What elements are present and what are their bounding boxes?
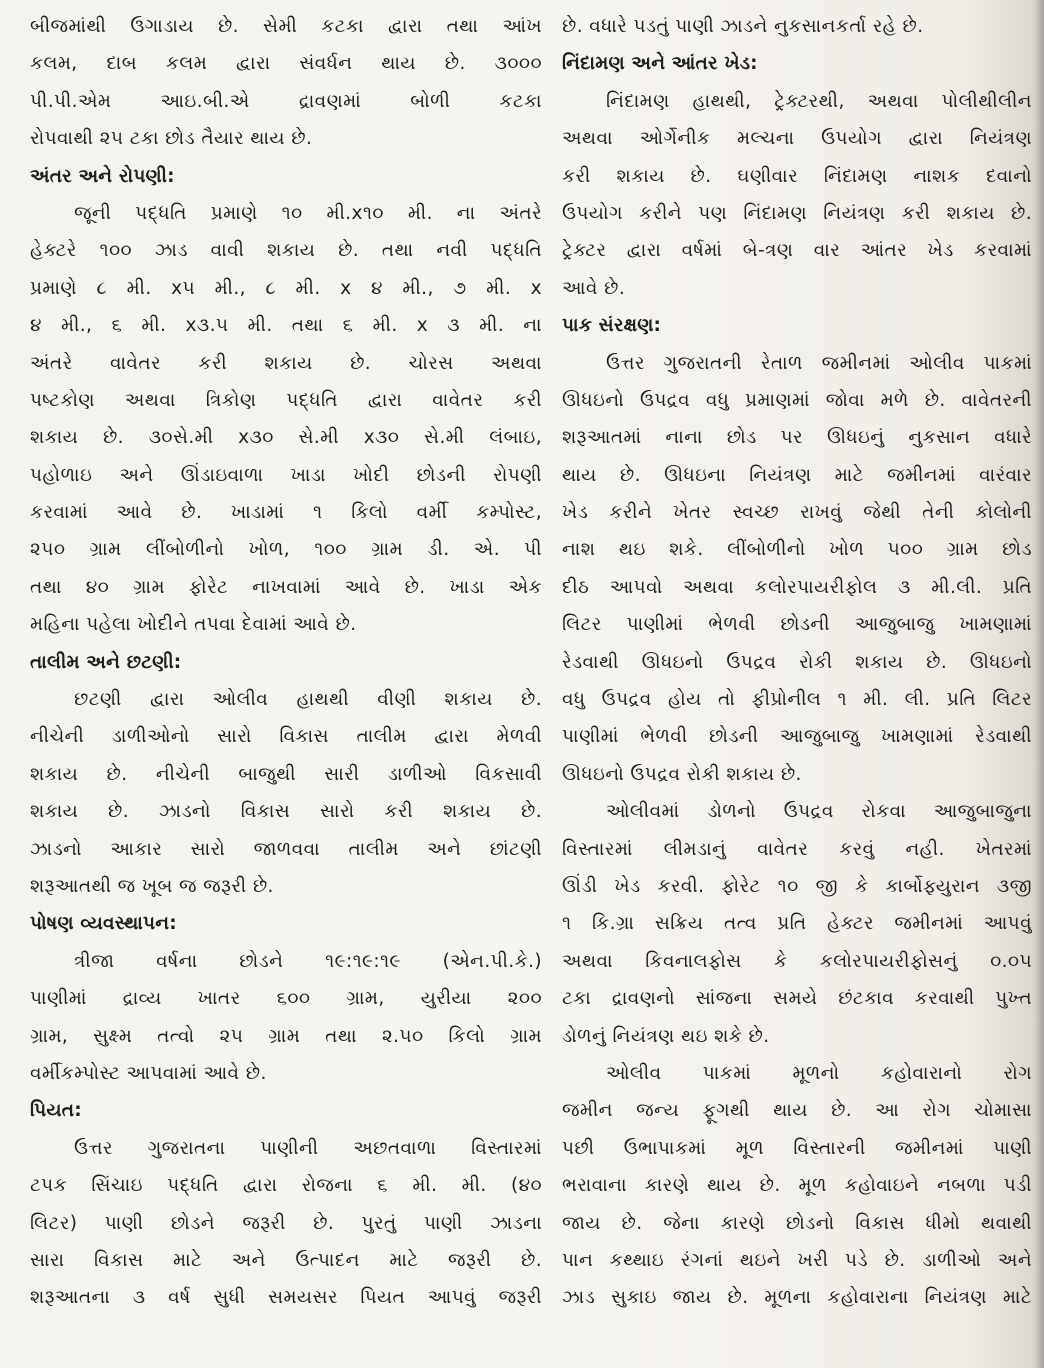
paragraph-line: શકાય છે. નીચેની બાજુથી સારી ડાળીઓ વિકસાવી xyxy=(30,763,542,785)
paragraph-line: પ્રમાણે ૮ મી. x૫ મી., ૮ મી. x ૪ મી., ૭ મી. x xyxy=(30,277,542,299)
paragraph-line: અથવા કિવનાલફોસ કે કલોરપાયરીફોસનું ૦.૦૫ xyxy=(562,950,1032,972)
paragraph-line: સારા વિકાસ માટે અને ઉત્પાદન માટે જરૂરી છે. xyxy=(30,1249,542,1271)
paragraph-line: ૪ મી., ૬ મી. x૩.૫ મી. તથા ૬ મી. x ૩ મી. ના xyxy=(30,315,542,337)
paragraph-line: શરૂઆતમાં નાના છોડ પર ઊધઇનું નુકસાન વધારે xyxy=(562,427,1032,449)
paragraph-line: વર્મીકમ્પોસ્ટ આપવામાં આવે છે. xyxy=(30,1062,267,1084)
paragraph-line: ૧ કિ.ગ્રા સક્રિય તત્વ પ્રતિ હેક્ટર જમીનમાં આપવું xyxy=(562,913,1032,935)
paragraph-line: પી.પી.એમ આઇ.બી.એ દ્રાવણમાં બોળી કટકા xyxy=(30,90,542,112)
paragraph-line: રોપવાથી ૨૫ ટકા છોડ તૈયાર થાય છે. xyxy=(30,128,313,150)
paragraph-line: કરી શકાય છે. ઘણીવાર નિંદામણ નાશક દવાનો xyxy=(562,165,1032,187)
section-heading: નિંદામણ અને આંતર ખેડ: xyxy=(562,53,758,75)
paragraph-line: નાશ થઇ શકે. લીંબોળીનો ખોળ ૫૦૦ ગ્રામ છોડ xyxy=(562,539,1032,561)
paragraph-line: શકાય છે. ૩૦સે.મી x૩૦ સે.મી x૩૦ સે.મી લંબાઇ, xyxy=(30,427,542,449)
paragraph-line: ત્રીજા વર્ષના છોડને ૧૯:૧૯:૧૯ (એન.પી.કે.) xyxy=(74,950,542,972)
paragraph-line: છટણી દ્વારા ઓલીવ હાથથી વીણી શકાય છે. xyxy=(74,689,542,711)
paragraph-line: ઉત્તર ગુજરાતની રેતાળ જમીનમાં ઓલીવ પાકમાં xyxy=(606,352,1032,374)
paragraph-line: ઉત્તર ગુજરાતના પાણીની અછતવાળા વિસ્તારમાં xyxy=(74,1137,542,1159)
section-heading: પાક સંરક્ષણ: xyxy=(562,315,662,337)
paragraph-line: ઉપયોગ કરીને પણ નિંદામણ નિયંત્રણ કરી શકાય છે. xyxy=(562,202,1032,224)
paragraph-line: લિટર) પાણી છોડને જરૂરી છે. પુરતું પાણી ઝાડના xyxy=(30,1212,542,1234)
paragraph-line: બીજમાંથી ઉગાડાય છે. સેમી કટકા દ્વારા તથા આંખ xyxy=(30,16,542,37)
paragraph-line: અથવા ઓર્ગેનીક મલ્ચના ઉપયોગ દ્વારા નિયંત્રણ xyxy=(562,128,1032,150)
section-heading: પિયત: xyxy=(30,1100,82,1122)
left-text-column xyxy=(30,8,542,1364)
paragraph-line: જૂની પદ્ધતિ પ્રમાણે ૧૦ મી.x૧૦ મી. ના અંતરે xyxy=(74,202,542,224)
paragraph-line: ટકા દ્રાવણનો સાંજના સમયે છંટકાવ કરવાથી પુખ્ત xyxy=(562,988,1032,1010)
paragraph-line: પાણીમાં દ્રાવ્ય ખાતર ૬૦૦ ગ્રામ, યુરીયા ૨૦૦ xyxy=(30,988,542,1010)
paragraph-line: નીચેની ડાળીઓનો સારો વિકાસ તાલીમ દ્વારા મેળવી xyxy=(30,726,542,748)
paragraph-line: રેડવાથી ઊધઇનો ઉપદ્રવ રોકી શકાય છે. ઊધઇનો xyxy=(562,651,1032,673)
paragraph-line: વધુ ઉપદ્રવ હોય તો ફીપ્રોનીલ ૧ મી. લી. પ્રતિ લિટર xyxy=(562,689,1032,711)
paragraph-line: કરવામાં આવે છે. ખાડામાં ૧ કિલો વર્મી કમ્પોસ્ટ, xyxy=(30,502,542,524)
paragraph-line: ઊધઇનો ઉપદ્રવ વધુ પ્રમાણમાં જોવા મળે છે. વાવેતરની xyxy=(562,389,1032,411)
paragraph-line: થાય છે. ઊધઇના નિયંત્રણ માટે જમીનમાં વારંવાર xyxy=(562,464,1032,486)
paragraph-line: નિંદામણ હાથથી, ટ્રેક્ટરથી, અથવા પોલીથીલીન xyxy=(606,90,1032,112)
paragraph-line: પાણીમાં ભેળવી છોડની આજુબાજુ ખામણામાં રેડવાથી xyxy=(562,726,1032,748)
paragraph-line: મહિના પહેલા ખોદીને તપવા દેવામાં આવે છે. xyxy=(30,614,357,636)
page-binding-shadow xyxy=(1034,0,1044,1368)
paragraph-line: શરૂઆતના ૩ વર્ષ સુધી સમયસર પિયત આપવું જરૂરી xyxy=(30,1287,542,1309)
paragraph-line: ડોળનું નિયંત્રણ થઇ શકે છે. xyxy=(562,1025,770,1047)
paragraph-line: પછી ઉભાપાકમાં મૂળ વિસ્તારની જમીનમાં પાણી xyxy=(562,1137,1032,1159)
section-heading: અંતર અને રોપણી: xyxy=(30,165,175,187)
paragraph-line: વિસ્તારમાં લીમડાનું વાવેતર કરવું નહી. ખેતરમાં xyxy=(562,838,1032,860)
paragraph-line: ઝાડ સુકાઇ જાય છે. મૂળના કહોવારાના નિયંત્રણ માટે xyxy=(562,1287,1032,1309)
paragraph-line: ઓલીવમાં ડોળનો ઉપદ્રવ રોકવા આજુબાજુના xyxy=(606,801,1032,823)
paragraph-line: ઓલીવ પાકમાં મૂળનો કહોવારાનો રોગ xyxy=(606,1062,1032,1084)
paragraph-line: પહોળાઇ અને ઊંડાઇવાળા ખાડા ખોદી છોડની રોપણી xyxy=(30,464,542,486)
paragraph-line: ખેડ કરીને ખેતર સ્વચ્છ રાખવું જેથી તેની કોલોની xyxy=(562,502,1032,524)
paragraph-line: ભરાવાના કારણે થાય છે. મૂળ કહોવાઇને નબળા પડી xyxy=(562,1175,1032,1197)
paragraph-line: તથા ૪૦ ગ્રામ ફોરેટ નાખવામાં આવે છે. ખાડા એક xyxy=(30,576,542,598)
paragraph-line: ટ્રેક્ટર દ્વારા વર્ષમાં બે-ત્રણ વાર આંતર ખેડ કરવામાં xyxy=(562,240,1032,262)
paragraph-line: ઝાડનો આકાર સારો જાળવવા તાલીમ અને છાંટણી xyxy=(30,838,542,860)
paragraph-line: અંતરે વાવેતર કરી શકાય છે. ચોરસ અથવા xyxy=(30,352,542,374)
paragraph-line: પાન કથ્થાઇ રંગનાં થઇને ખરી પડે છે. ડાળીઓ અને xyxy=(562,1249,1032,1271)
paragraph-line: છે. વધારે પડતું પાણી ઝાડને નુકસાનકર્તા રહે છે. xyxy=(562,16,924,37)
section-heading: તાલીમ અને છટણી: xyxy=(30,651,182,673)
paragraph-line: ઊંડી ખેડ કરવી. ફોરેટ ૧૦ જી કે કાર્બોફ્યુરાન ૩જી xyxy=(562,875,1032,897)
paragraph-line: જાય છે. જેના કારણે છોડનો વિકાસ ધીમો થવાથી xyxy=(562,1212,1032,1234)
paragraph-line: ગ્રામ, સુક્ષ્મ તત્વો ૨૫ ગ્રામ તથા ૨.૫૦ કિલો ગ્રામ xyxy=(30,1025,542,1047)
paragraph-line: કલમ, દાબ કલમ દ્વારા સંવર્ધન થાય છે. ૩૦૦૦ xyxy=(30,53,542,75)
paragraph-line: હેક્ટરે ૧૦૦ ઝાડ વાવી શકાય છે. તથા નવી પદ્ધતિ xyxy=(30,240,542,262)
paragraph-line: જમીન જન્ય ફૂગથી થાય છે. આ રોગ ચોમાસા xyxy=(562,1100,1032,1122)
paragraph-line: ઊધઇનો ઉપદ્રવ રોકી શકાય છે. xyxy=(562,763,802,785)
paragraph-line: શરૂઆતથી જ ખૂબ જ જરૂરી છે. xyxy=(30,875,274,897)
paragraph-line: દીઠ આપવો અથવા કલોરપાયરીફોલ ૩ મી.લી. પ્રતિ xyxy=(562,576,1032,598)
paragraph-line: પષ્ટકોણ અથવા ત્રિકોણ પદ્ધતિ દ્વારા વાવેતર કરી xyxy=(30,389,542,411)
paragraph-line: શકાય છે. ઝાડનો વિકાસ સારો કરી શકાય છે. xyxy=(30,801,542,823)
section-heading: પોષણ વ્યવસ્થાપન: xyxy=(30,913,177,935)
paragraph-line: લિટર પાણીમાં ભેળવી છોડની આજુબાજુ ખામણામાં xyxy=(562,614,1032,636)
paragraph-line: આવે છે. xyxy=(562,277,626,299)
paragraph-line: ટપક સિંચાઇ પદ્ધતિ દ્વારા રોજના ૬ મી. મી. (૪૦ xyxy=(30,1175,542,1197)
right-text-column xyxy=(562,8,1032,1364)
paragraph-line: ૨૫૦ ગ્રામ લીંબોળીનો ખોળ, ૧૦૦ ગ્રામ ડી. એ. પી xyxy=(30,539,542,561)
